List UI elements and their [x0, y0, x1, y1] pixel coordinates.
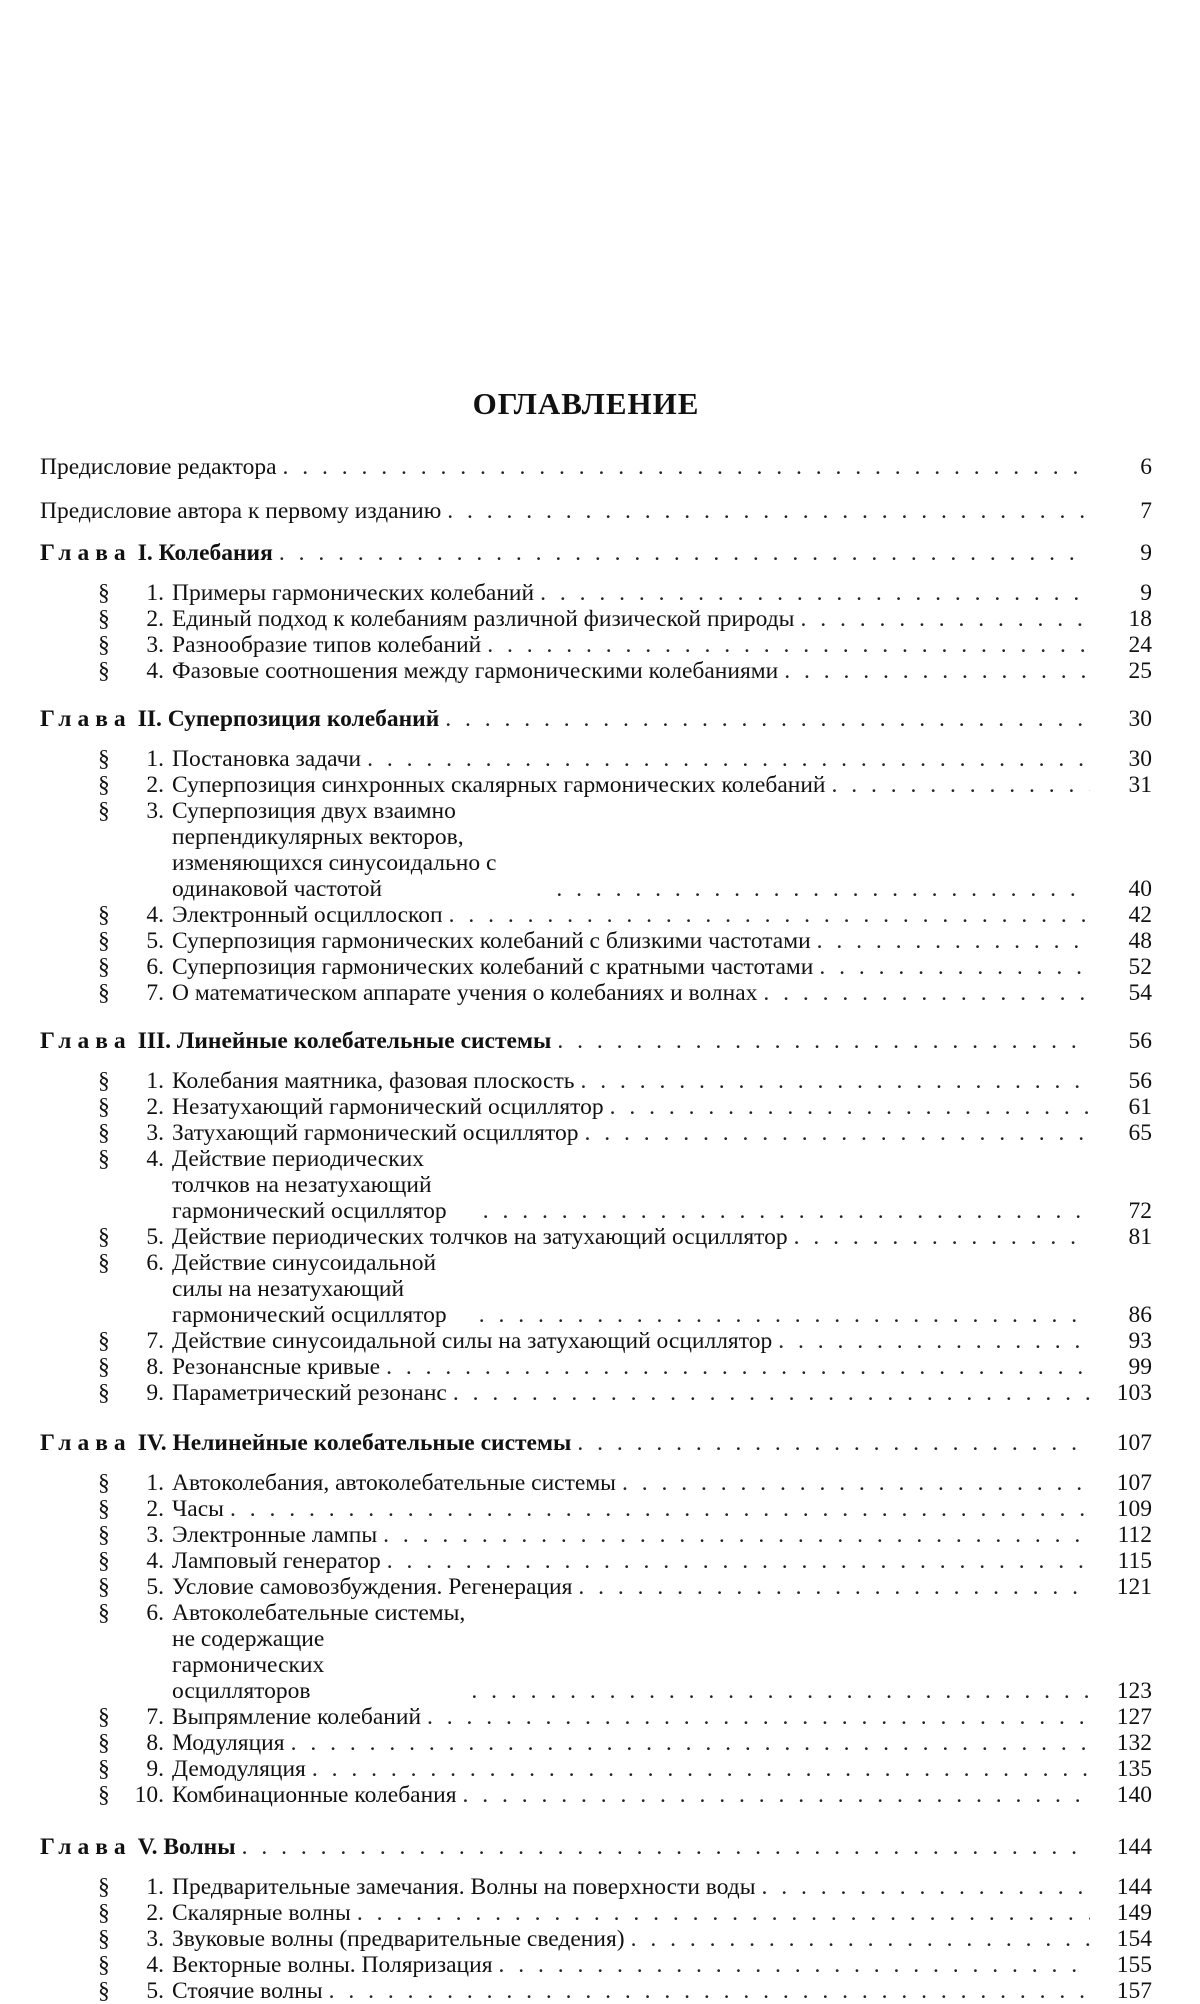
dot-leader	[291, 1730, 1090, 1756]
section-number: 1.	[146, 1068, 164, 1094]
dot-leader	[387, 1548, 1090, 1574]
dot-leader	[499, 1952, 1090, 1978]
toc-chapter-heading[interactable]	[40, 1834, 1152, 1860]
section-number: 7.	[146, 1704, 164, 1730]
dot-leader	[279, 540, 1090, 566]
dot-leader	[463, 1782, 1090, 1808]
section-sign: §	[98, 632, 110, 658]
section-title: О математическом аппарате учения о колебаниях и волнах	[172, 980, 758, 1006]
section-number: 4.	[146, 1548, 164, 1574]
dot-leader	[283, 454, 1090, 480]
section-sign: §	[98, 1978, 110, 2004]
toc-chapter-heading[interactable]	[40, 1028, 1152, 1054]
dot-leader	[819, 954, 1090, 980]
page-number: 149	[1116, 1900, 1152, 1926]
dot-leader	[778, 1328, 1090, 1354]
dot-leader	[631, 1926, 1090, 1952]
section-label	[172, 1952, 1096, 1978]
chapter-prefix: Глава	[40, 540, 132, 566]
section-number: 5.	[146, 1224, 164, 1250]
section-sign: §	[98, 954, 110, 980]
section-number: 6.	[146, 1600, 164, 1626]
toc-section-entry[interactable]	[40, 1548, 1152, 1574]
section-title: Колебания маятника, фазовая плоскость	[172, 1068, 575, 1094]
section-title: Незатухающий гармонический осциллятор	[172, 1094, 604, 1120]
toc-section-entry[interactable]	[40, 772, 1152, 798]
toc-section-entry[interactable]	[40, 954, 1152, 980]
section-list	[40, 580, 1152, 684]
toc-section-entry[interactable]	[40, 1926, 1152, 1952]
section-sign: §	[98, 1250, 110, 1276]
chapter-prefix: Глава	[40, 1430, 132, 1456]
toc-section-entry[interactable]	[40, 580, 1152, 606]
section-sign: §	[98, 798, 110, 824]
section-title: Постановка задачи	[172, 746, 362, 772]
toc-section-entry[interactable]	[40, 606, 1152, 632]
toc-section-entry[interactable]	[40, 1094, 1152, 1120]
section-title: Модуляция	[172, 1730, 285, 1756]
section-sign: §	[98, 1952, 110, 1978]
section-number: 3.	[146, 798, 164, 824]
page-number: 52	[1128, 954, 1152, 980]
page-number: 86	[1128, 1302, 1152, 1328]
section-title: Автоколебательные системы, не содержащие гармонических осцилляторов	[172, 1600, 466, 1704]
toc-section-entry[interactable]	[40, 1600, 1152, 1704]
section-title: Предварительные замечания. Волны на поверхности воды	[172, 1874, 756, 1900]
dot-leader	[487, 632, 1090, 658]
toc-section-entry[interactable]	[40, 1496, 1152, 1522]
page-number: 54	[1128, 980, 1152, 1006]
chapter-title: I. Колебания	[137, 540, 273, 566]
page-number: 24	[1128, 632, 1152, 658]
section-number: 8.	[146, 1730, 164, 1756]
dot-leader	[557, 1028, 1090, 1054]
page-number: 109	[1116, 1496, 1152, 1522]
section-label	[172, 606, 1096, 632]
section-number: 4.	[146, 1952, 164, 1978]
section-number: 10.	[134, 1782, 164, 1808]
section-number: 1.	[146, 1470, 164, 1496]
chapter-label	[40, 1834, 1096, 1860]
section-list	[40, 746, 1152, 1006]
section-number: 1.	[146, 580, 164, 606]
section-title: Параметрический резонанс	[172, 1380, 447, 1406]
section-number: 3.	[146, 1120, 164, 1146]
toc-section-entry[interactable]	[40, 1978, 1152, 2004]
section-title: Демодуляция	[172, 1756, 306, 1782]
page-number: 31	[1128, 772, 1152, 798]
section-title: Затухающий гармонический осциллятор	[172, 1120, 579, 1146]
toc-section-entry[interactable]	[40, 1574, 1152, 1600]
section-sign: §	[98, 1600, 110, 1626]
section-title: Электронные лампы	[172, 1522, 378, 1548]
page-number: 127	[1116, 1704, 1152, 1730]
section-sign: §	[98, 1354, 110, 1380]
page-number: 61	[1128, 1094, 1152, 1120]
section-title: Ламповый генератор	[172, 1548, 381, 1574]
section-sign: §	[98, 580, 110, 606]
section-number: 5.	[146, 928, 164, 954]
section-sign: §	[98, 902, 110, 928]
section-title: Суперпозиция гармонических колебаний с близкими частотами	[172, 928, 811, 954]
page-number: 81	[1128, 1224, 1152, 1250]
section-number: 3.	[146, 632, 164, 658]
toc-section-entry[interactable]	[40, 1120, 1152, 1146]
section-number: 3.	[146, 1522, 164, 1548]
section-list	[40, 1068, 1152, 1406]
section-title: Действие периодических толчков на незатухающий гармонический осциллятор	[172, 1146, 447, 1224]
section-sign: §	[98, 1574, 110, 1600]
toc-section-entry[interactable]	[40, 658, 1152, 684]
section-sign: §	[98, 1224, 110, 1250]
section-sign: §	[98, 1146, 110, 1172]
section-label	[172, 1756, 1096, 1782]
section-sign: §	[98, 606, 110, 632]
page-number: 48	[1128, 928, 1152, 954]
dot-leader	[357, 1900, 1090, 1926]
dot-leader	[622, 1470, 1090, 1496]
page-number: 93	[1128, 1328, 1152, 1354]
section-title: Фазовые соотношения между гармоническими колебаниями	[172, 658, 779, 684]
dot-leader	[580, 1068, 1090, 1094]
page-number: 157	[1116, 1978, 1152, 2004]
section-title: Часы	[172, 1496, 224, 1522]
page-number: 103	[1116, 1380, 1152, 1406]
dot-leader	[794, 1224, 1090, 1250]
page-number: 72	[1128, 1198, 1152, 1224]
dot-leader	[230, 1496, 1090, 1522]
dot-leader	[449, 902, 1090, 928]
page-number: 99	[1128, 1354, 1152, 1380]
section-title: Скалярные волны	[172, 1900, 351, 1926]
section-title: Резонансные кривые	[172, 1354, 381, 1380]
dot-leader	[578, 1574, 1090, 1600]
chapter-label	[40, 1028, 1096, 1054]
toc-section-entry[interactable]	[40, 1328, 1152, 1354]
section-sign: §	[98, 1328, 110, 1354]
section-label	[172, 1704, 1096, 1730]
section-title: Действие периодических толчков на затухающий осциллятор	[172, 1224, 788, 1250]
dot-leader	[540, 580, 1090, 606]
page-number: 7	[1140, 498, 1152, 524]
page-number: 144	[1116, 1874, 1152, 1900]
dot-leader	[763, 980, 1090, 1006]
section-number: 5.	[146, 1574, 164, 1600]
section-label	[172, 980, 1096, 1006]
section-title: Суперпозиция двух взаимно перпендикулярных векторов, изменяющихся синусоидально с одинаковой частотой	[172, 798, 497, 902]
section-label	[172, 772, 1096, 798]
dot-leader	[556, 876, 1090, 902]
section-number: 7.	[146, 980, 164, 1006]
section-label	[172, 1068, 1096, 1094]
section-label	[172, 1146, 1096, 1224]
dot-leader	[447, 498, 1090, 524]
dot-leader	[584, 1120, 1090, 1146]
section-number: 6.	[146, 1250, 164, 1276]
section-sign: §	[98, 1470, 110, 1496]
section-sign: §	[98, 1548, 110, 1574]
chapter-prefix: Глава	[40, 706, 132, 732]
page-number: 144	[1116, 1834, 1152, 1860]
toc-section-entry[interactable]	[40, 1952, 1152, 1978]
dot-leader	[427, 1704, 1090, 1730]
section-label	[172, 746, 1096, 772]
toc-section-entry[interactable]	[40, 1470, 1152, 1496]
page-number: 107	[1116, 1470, 1152, 1496]
toc-front-entry[interactable]	[40, 452, 1152, 480]
section-title: Векторные волны. Поляризация	[172, 1952, 493, 1978]
section-number: 4.	[146, 1146, 164, 1172]
section-sign: §	[98, 1926, 110, 1952]
page-number: 107	[1116, 1430, 1152, 1456]
toc-section-entry[interactable]	[40, 980, 1152, 1006]
page-number: 121	[1116, 1574, 1152, 1600]
page-number: 135	[1116, 1756, 1152, 1782]
section-list	[40, 1470, 1152, 1808]
section-label	[172, 954, 1096, 980]
page-number: 30	[1128, 746, 1152, 772]
toc-section-entry[interactable]	[40, 1354, 1152, 1380]
section-title: Электронный осциллоскоп	[172, 902, 443, 928]
section-number: 1.	[146, 1874, 164, 1900]
dot-leader	[242, 1834, 1090, 1860]
entry-title: Предисловие автора к первому изданию	[40, 498, 442, 524]
section-title: Условие самовозбуждения. Регенерация	[172, 1574, 573, 1600]
chapter-title: V. Волны	[137, 1834, 236, 1860]
section-sign: §	[98, 1756, 110, 1782]
section-label	[172, 1094, 1096, 1120]
section-label	[172, 1782, 1096, 1808]
page-number: 40	[1128, 876, 1152, 902]
section-sign: §	[98, 1704, 110, 1730]
dot-leader	[784, 658, 1090, 684]
toc-chapter-heading[interactable]	[40, 1430, 1152, 1456]
toc-section-entry[interactable]	[40, 1874, 1152, 1900]
toc-section-entry[interactable]	[40, 1250, 1152, 1328]
dot-leader	[817, 928, 1090, 954]
section-number: 9.	[146, 1756, 164, 1782]
section-number: 3.	[146, 1926, 164, 1952]
section-title: Суперпозиция синхронных скалярных гармонических колебаний	[172, 772, 826, 798]
section-label	[172, 1730, 1096, 1756]
toc-section-entry[interactable]	[40, 1380, 1152, 1406]
section-number: 6.	[146, 954, 164, 980]
section-sign: §	[98, 980, 110, 1006]
section-label	[172, 1548, 1096, 1574]
section-sign: §	[98, 928, 110, 954]
section-title: Автоколебания, автоколебательные системы	[172, 1470, 616, 1496]
section-sign: §	[98, 746, 110, 772]
section-label	[172, 1328, 1096, 1354]
page-number: 140	[1116, 1782, 1152, 1808]
section-sign: §	[98, 1068, 110, 1094]
chapter-label	[40, 706, 1096, 732]
toc-section-entry[interactable]	[40, 746, 1152, 772]
section-label	[172, 1926, 1096, 1952]
section-number: 7.	[146, 1328, 164, 1354]
section-list	[40, 1874, 1152, 2004]
page-number: 42	[1128, 902, 1152, 928]
section-label	[172, 1874, 1096, 1900]
toc-section-entry[interactable]	[40, 1704, 1152, 1730]
section-sign: §	[98, 1120, 110, 1146]
section-label	[172, 1978, 1096, 2004]
section-title: Примеры гармонических колебаний	[172, 580, 535, 606]
section-number: 2.	[146, 1496, 164, 1522]
dot-leader	[453, 1380, 1090, 1406]
section-number: 9.	[146, 1380, 164, 1406]
dot-leader	[483, 1198, 1090, 1224]
toc-chapter-heading[interactable]	[40, 706, 1152, 732]
toc-section-entry[interactable]	[40, 1782, 1152, 1808]
section-number: 1.	[146, 746, 164, 772]
page-number: 123	[1116, 1678, 1152, 1704]
section-title: Действие синусоидальной силы на незатухающий гармонический осциллятор	[172, 1250, 447, 1328]
table-of-contents	[40, 452, 1152, 2004]
page-number: 18	[1128, 606, 1152, 632]
toc-chapter-heading[interactable]	[40, 540, 1152, 566]
section-sign: §	[98, 1496, 110, 1522]
section-number: 2.	[146, 772, 164, 798]
section-title: Единый подход к колебаниям различной физической природы	[172, 606, 795, 632]
section-sign: §	[98, 1782, 110, 1808]
dot-leader	[445, 706, 1090, 732]
section-label	[172, 580, 1096, 606]
toc-section-entry[interactable]	[40, 928, 1152, 954]
section-number: 4.	[146, 658, 164, 684]
entry-label	[40, 454, 1096, 480]
chapter-title: IV. Нелинейные колебательные системы	[137, 1430, 572, 1456]
section-label	[172, 1354, 1096, 1380]
page-number: 132	[1116, 1730, 1152, 1756]
page-number: 30	[1128, 706, 1152, 732]
section-label	[172, 632, 1096, 658]
page-number: 9	[1140, 580, 1152, 606]
toc-section-entry[interactable]	[40, 632, 1152, 658]
page-number: 9	[1140, 540, 1152, 566]
section-label	[172, 902, 1096, 928]
section-title: Звуковые волны (предварительные сведения)	[172, 1926, 625, 1952]
dot-leader	[577, 1430, 1090, 1456]
section-label	[172, 928, 1096, 954]
section-label	[172, 1250, 1096, 1328]
dot-leader	[367, 746, 1090, 772]
section-number: 5.	[146, 1978, 164, 2004]
section-label	[172, 1574, 1096, 1600]
section-sign: §	[98, 1522, 110, 1548]
section-label	[172, 1120, 1096, 1146]
section-sign: §	[98, 1900, 110, 1926]
section-label	[172, 1900, 1096, 1926]
section-title: Суперпозиция гармонических колебаний с кратными частотами	[172, 954, 814, 980]
toc-section-entry[interactable]	[40, 1900, 1152, 1926]
dot-leader	[831, 772, 1090, 798]
page-number: 115	[1117, 1548, 1152, 1574]
section-number: 2.	[146, 1094, 164, 1120]
section-number: 2.	[146, 1900, 164, 1926]
section-sign: §	[98, 658, 110, 684]
section-label	[172, 798, 1096, 902]
page-number: 154	[1116, 1926, 1152, 1952]
section-number: 2.	[146, 606, 164, 632]
dot-leader	[479, 1302, 1090, 1328]
page-number: 65	[1128, 1120, 1152, 1146]
dot-leader	[762, 1874, 1090, 1900]
dot-leader	[329, 1978, 1090, 2004]
page-number: 56	[1128, 1028, 1152, 1054]
toc-section-entry[interactable]	[40, 1522, 1152, 1548]
dot-leader	[312, 1756, 1090, 1782]
page-number: 6	[1140, 454, 1152, 480]
page-number: 56	[1128, 1068, 1152, 1094]
entry-label	[40, 498, 1096, 524]
section-label	[172, 1522, 1096, 1548]
toc-section-entry[interactable]	[40, 902, 1152, 928]
section-number: 8.	[146, 1354, 164, 1380]
toc-section-entry[interactable]	[40, 798, 1152, 902]
section-sign: §	[98, 1380, 110, 1406]
section-title: Выпрямление колебаний	[172, 1704, 422, 1730]
toc-section-entry[interactable]	[40, 1068, 1152, 1094]
section-label	[172, 1380, 1096, 1406]
chapter-label	[40, 540, 1096, 566]
toc-section-entry[interactable]	[40, 1146, 1152, 1224]
page-title: ОГЛАВЛЕНИЕ	[472, 386, 700, 421]
toc-section-entry[interactable]	[40, 1756, 1152, 1782]
entry-title: Предисловие редактора	[40, 454, 277, 480]
section-label	[172, 658, 1096, 684]
section-sign: §	[98, 1730, 110, 1756]
section-sign: §	[98, 772, 110, 798]
section-sign: §	[98, 1874, 110, 1900]
section-title: Действие синусоидальной силы на затухающий осциллятор	[172, 1328, 773, 1354]
section-label	[172, 1224, 1096, 1250]
chapter-prefix: Глава	[40, 1834, 132, 1860]
toc-front-entry[interactable]	[40, 496, 1152, 524]
toc-section-entry[interactable]	[40, 1224, 1152, 1250]
section-label	[172, 1470, 1096, 1496]
page-number: 25	[1128, 658, 1152, 684]
section-sign: §	[98, 1094, 110, 1120]
section-title: Комбинационные колебания	[172, 1782, 457, 1808]
section-title: Стоячие волны	[172, 1978, 323, 2004]
chapter-prefix: Глава	[40, 1028, 132, 1054]
page-number: 112	[1117, 1522, 1152, 1548]
dot-leader	[800, 606, 1090, 632]
section-title: Разнообразие типов колебаний	[172, 632, 482, 658]
page-number: 155	[1116, 1952, 1152, 1978]
chapter-title: II. Суперпозиция колебаний	[137, 706, 440, 732]
dot-leader	[610, 1094, 1090, 1120]
chapter-title: III. Линейные колебательные системы	[137, 1028, 552, 1054]
dot-leader	[383, 1522, 1090, 1548]
dot-leader	[386, 1354, 1090, 1380]
section-label	[172, 1496, 1096, 1522]
toc-section-entry[interactable]	[40, 1730, 1152, 1756]
dot-leader	[471, 1678, 1090, 1704]
section-number: 4.	[146, 902, 164, 928]
section-label	[172, 1600, 1096, 1704]
chapter-label	[40, 1430, 1096, 1456]
